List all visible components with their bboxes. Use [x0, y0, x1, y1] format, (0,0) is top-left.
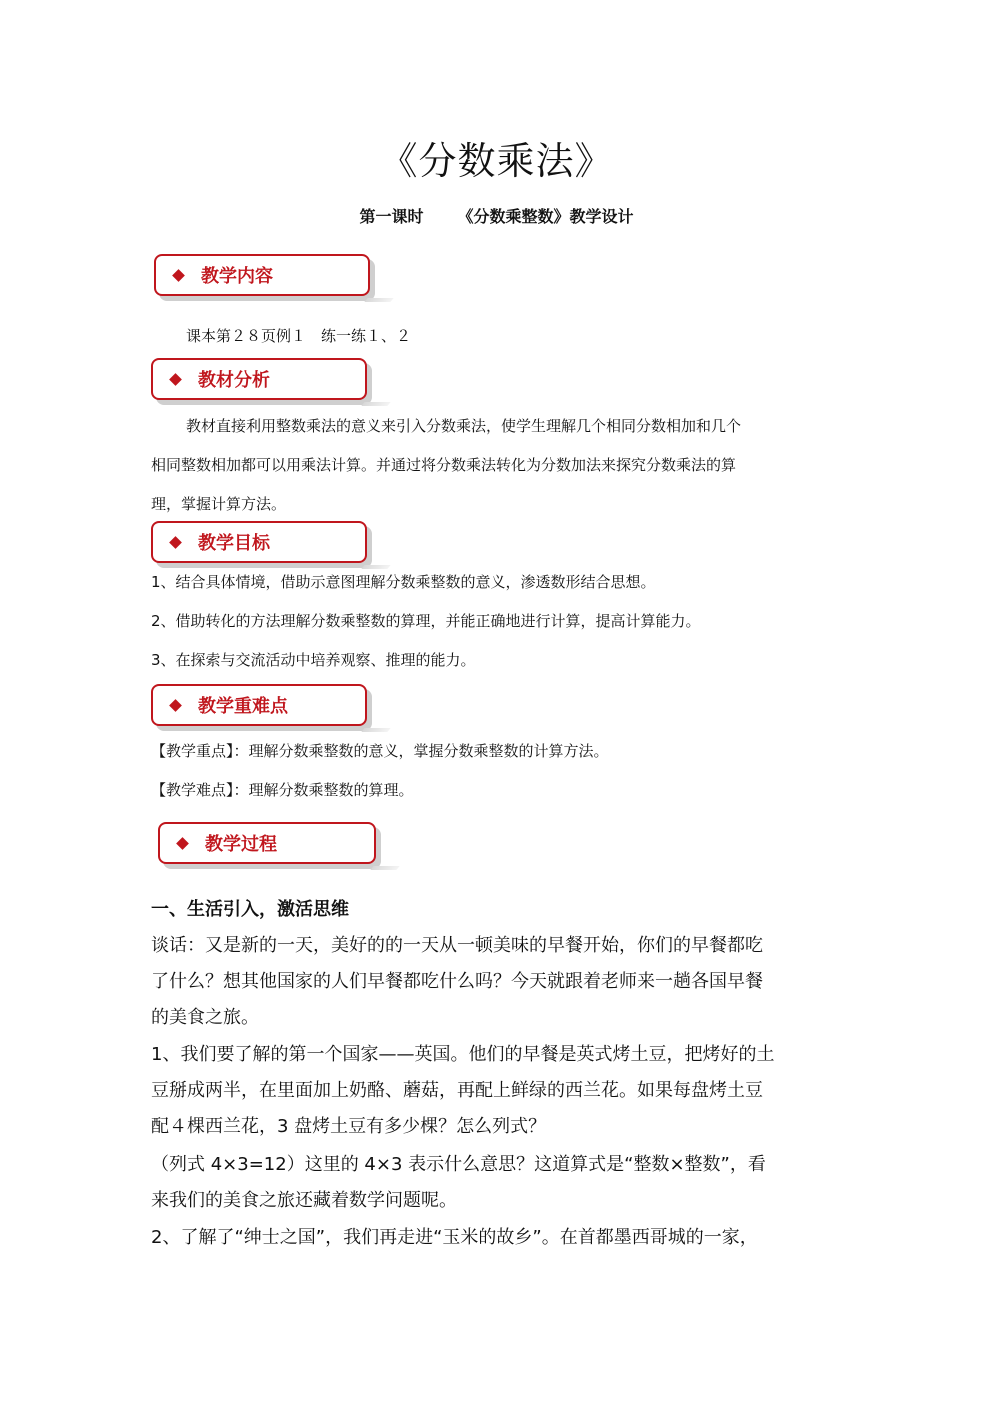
section-heading-process — [158, 822, 376, 864]
keypoint-line: 【教学难点】：理解分数乘整数的算理。 — [151, 781, 414, 799]
keypoint-line: 【教学重点】：理解分数乘整数的意义，掌握分数乘整数的计算方法。 — [151, 742, 609, 760]
section-heading-label: 教学过程 — [205, 834, 277, 855]
section-heading-label: 教学重难点 — [198, 696, 288, 717]
section-heading-label: 教学内容 — [201, 266, 273, 287]
section-heading-analysis — [151, 358, 367, 400]
analysis-line: 教材直接利用整数乘法的意义来引入分数乘法，使学生理解几个相同分数相加和几个 — [186, 417, 742, 435]
section-heading-label: 教材分析 — [198, 370, 270, 391]
process-line: 谈话：又是新的一天，美好的的一天从一顿美味的早餐开始，你们的早餐都吃 — [151, 935, 763, 956]
subtitle-topic: 《分数乘整数》教学设计 — [457, 207, 634, 226]
document-subtitle — [0, 205, 993, 229]
analysis-line: 相同整数相加都可以用乘法计算。并通过将分数乘法转化为分数加法来探究分数乘法的算 — [151, 456, 737, 474]
goal-item: 2、借助转化的方法理解分数乘整数的算理，并能正确地进行计算，提高计算能力。 — [151, 612, 701, 630]
section-heading-label: 教学目标 — [198, 533, 270, 554]
diamond-icon — [169, 699, 182, 712]
diamond-icon — [169, 536, 182, 549]
process-line: 豆掰成两半，在里面加上奶酪、蘑菇，再配上鲜绿的西兰花。如果每盘烤土豆 — [151, 1080, 763, 1101]
process-line: 了什么？想其他国家的人们早餐都吃什么吗？今天就跟着老师来一趟各国早餐 — [151, 971, 763, 992]
process-line: 2、了解了“绅士之国”，我们再走进“玉米的故乡”。在首都墨西哥城的一家， — [151, 1227, 758, 1248]
goal-item: 1、结合具体情境，借助示意图理解分数乘整数的意义，渗透数形结合思想。 — [151, 573, 656, 591]
section-heading-keypoints — [151, 684, 367, 726]
analysis-line: 理，掌握计算方法。 — [151, 495, 287, 513]
diamond-icon — [172, 269, 185, 282]
content-line: 课本第２８页例１ 练一练１、２ — [186, 327, 412, 345]
process-line: 的美食之旅。 — [151, 1007, 259, 1028]
subtitle-lesson: 第一课时 — [359, 207, 424, 226]
section-heading-goals — [151, 521, 367, 563]
process-line: 1、我们要了解的第一个国家——英国。他们的早餐是英式烤土豆，把烤好的土 — [151, 1044, 775, 1065]
process-line: （列式 4×3=12）这里的 4×3 表示什么意思？这道算式是“整数×整数”，看 — [151, 1154, 766, 1175]
goal-item: 3、在探索与交流活动中培养观察、推理的能力。 — [151, 651, 476, 669]
diamond-icon — [176, 837, 189, 850]
diamond-icon — [169, 373, 182, 386]
document-title: 《分数乘法》 — [379, 139, 614, 183]
process-part-title: 一、生活引入，激活思维 — [151, 899, 349, 920]
process-line: 来我们的美食之旅还藏着数学问题呢。 — [151, 1190, 457, 1211]
section-heading-content — [154, 254, 370, 296]
process-line: 配４棵西兰花，3 盘烤土豆有多少棵？怎么列式？ — [151, 1116, 547, 1137]
